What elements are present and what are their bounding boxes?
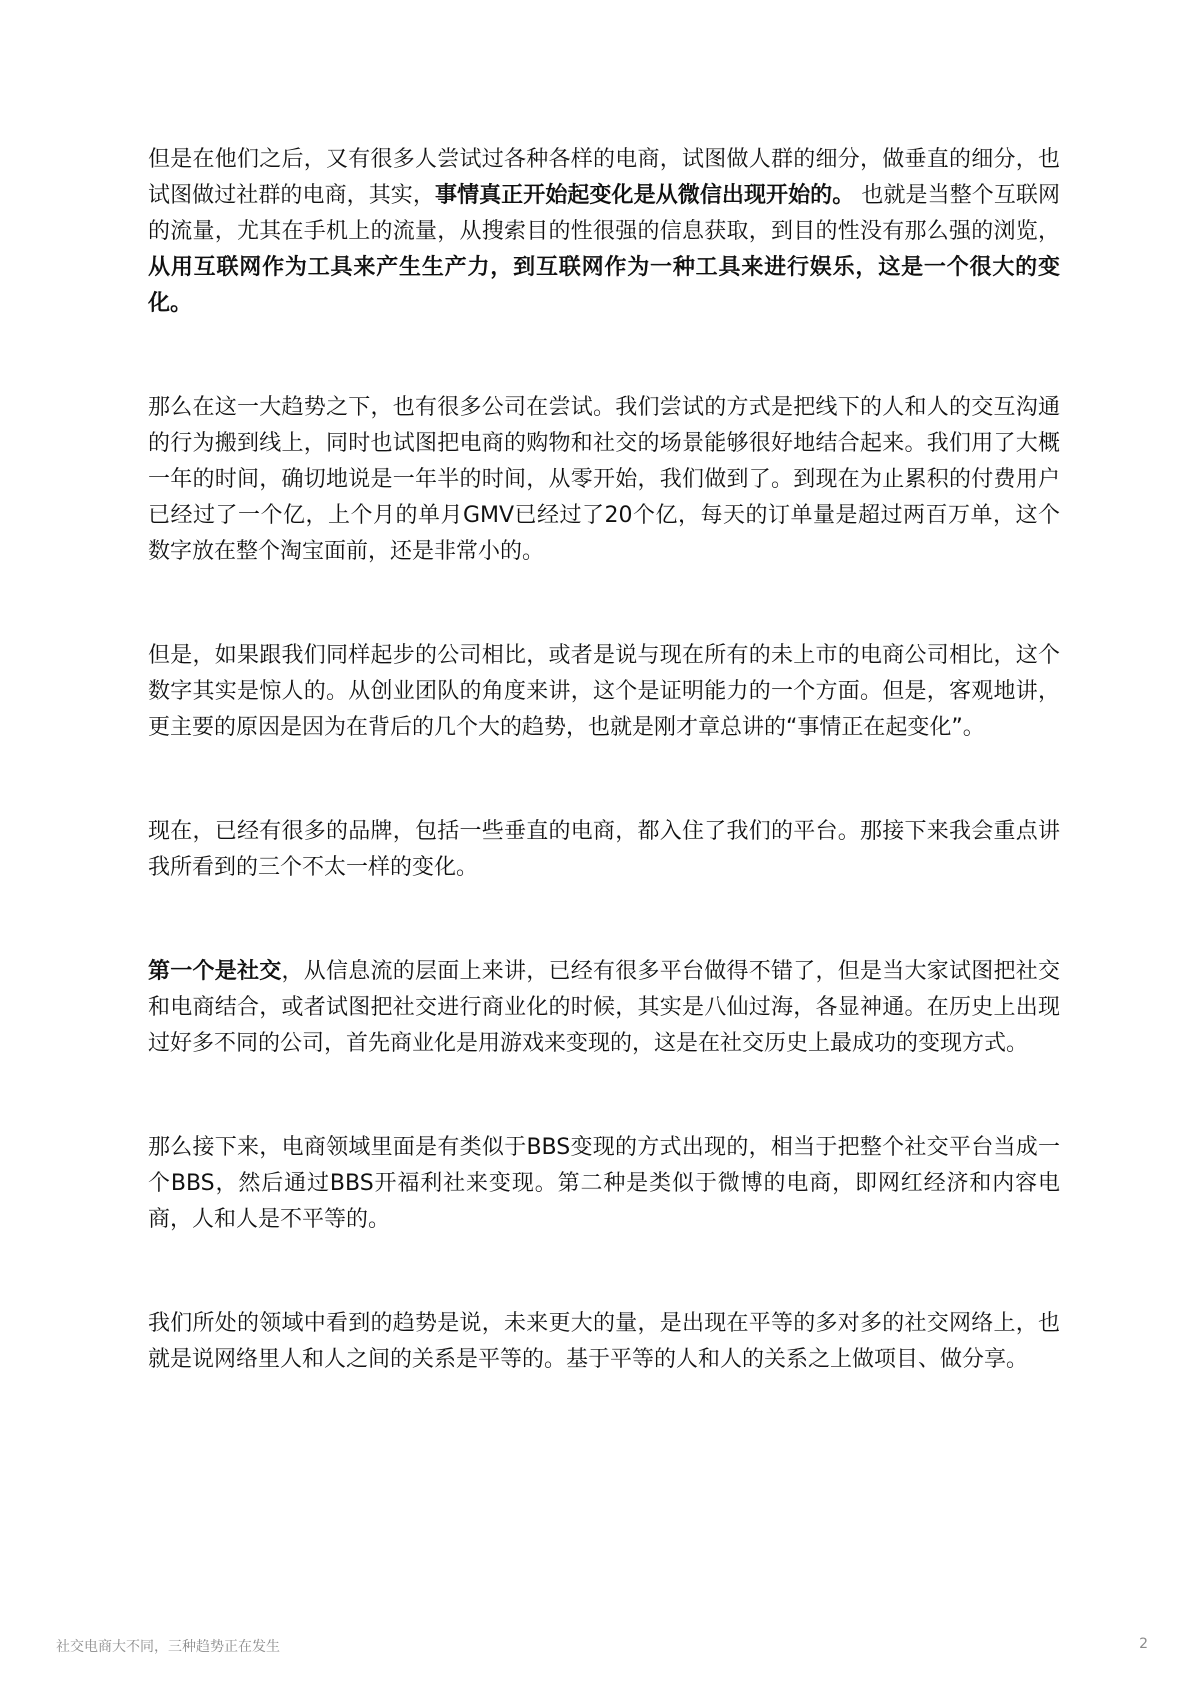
paragraph-1-bold-2: 从用互联网作为工具来产生生产力，到互联网作为一种工具来进行娱乐，这是一个很大的变化。 (148, 255, 1060, 316)
footer-page-number: 2 (1139, 1636, 1148, 1652)
paragraph-1-text-1: 但是在他们之后，又有很多人尝试过各种各样的电商，试图做人群的细分，做垂直的细分，也试图做过社群的电商，其实， (148, 147, 1060, 208)
paragraph-6 (148, 1130, 1060, 1238)
footer-document-title: 社交电商大不同，三种趋势正在发生 (56, 1639, 280, 1655)
paragraph-1 (148, 142, 1060, 322)
paragraph-5-bold: 第一个是社交 (148, 959, 282, 984)
paragraph-1-bold-1: 事情真正开始起变化是从微信出现开始的。 (434, 183, 855, 208)
paragraph-3 (148, 638, 1060, 746)
paragraph-7-text: 我们所处的领域中看到的趋势是说，未来更大的量，是出现在平等的多对多的社交网络上，也就是说网络里人和人之间的关系是平等的。基于平等的人和人的关系之上做项目、做分享。 (148, 1311, 1060, 1372)
paragraph-4-text: 现在，已经有很多的品牌，包括一些垂直的电商，都入住了我们的平台。那接下来我会重点讲我所看到的三个不太一样的变化。 (148, 819, 1060, 880)
paragraph-2 (148, 390, 1060, 570)
paragraph-7 (148, 1306, 1060, 1378)
paragraph-6-text: 那么接下来，电商领域里面是有类似于BBS变现的方式出现的，相当于把整个社交平台当成一个BBS，然后通过BBS开福利社来变现。第二种是类似于微博的电商，即网红经济和内容电商，人和人是不平等的。 (148, 1135, 1060, 1232)
paragraph-1-text-2: 也就是当整个互联网的流量，尤其在手机上的流量，从搜索目的性很强的信息获取，到目的性没有那么强的浏览， (148, 183, 1060, 244)
paragraph-5-text: ，从信息流的层面上来讲，已经有很多平台做得不错了，但是当大家试图把社交和电商结合，或者试图把社交进行商业化的时候，其实是八仙过海，各显神通。在历史上出现过好多不同的公司，首先商业化是用游戏来变现的，这是在社交历史上最成功的变现方式。 (148, 959, 1060, 1056)
paragraph-2-text: 那么在这一大趋势之下，也有很多公司在尝试。我们尝试的方式是把线下的人和人的交互沟通的行为搬到线上，同时也试图把电商的购物和社交的场景能够很好地结合起来。我们用了大概一年的时间，确切地说是一年半的时间，从零开始，我们做到了。到现在为止累积的付费用户已经过了一个亿，上个月的单月GMV已经过了20个亿，每天的订单量是超过两百万单，这个数字放在整个淘宝面前，还是非常小的。 (148, 395, 1060, 564)
paragraph-5 (148, 954, 1060, 1062)
paragraph-3-text: 但是，如果跟我们同样起步的公司相比，或者是说与现在所有的未上市的电商公司相比，这个数字其实是惊人的。从创业团队的角度来讲，这个是证明能力的一个方面。但是，客观地讲，更主要的原因是因为在背后的几个大的趋势，也就是刚才章总讲的“事情正在起变化”。 (148, 643, 1060, 740)
document-body (148, 142, 1060, 1446)
paragraph-4 (148, 814, 1060, 886)
